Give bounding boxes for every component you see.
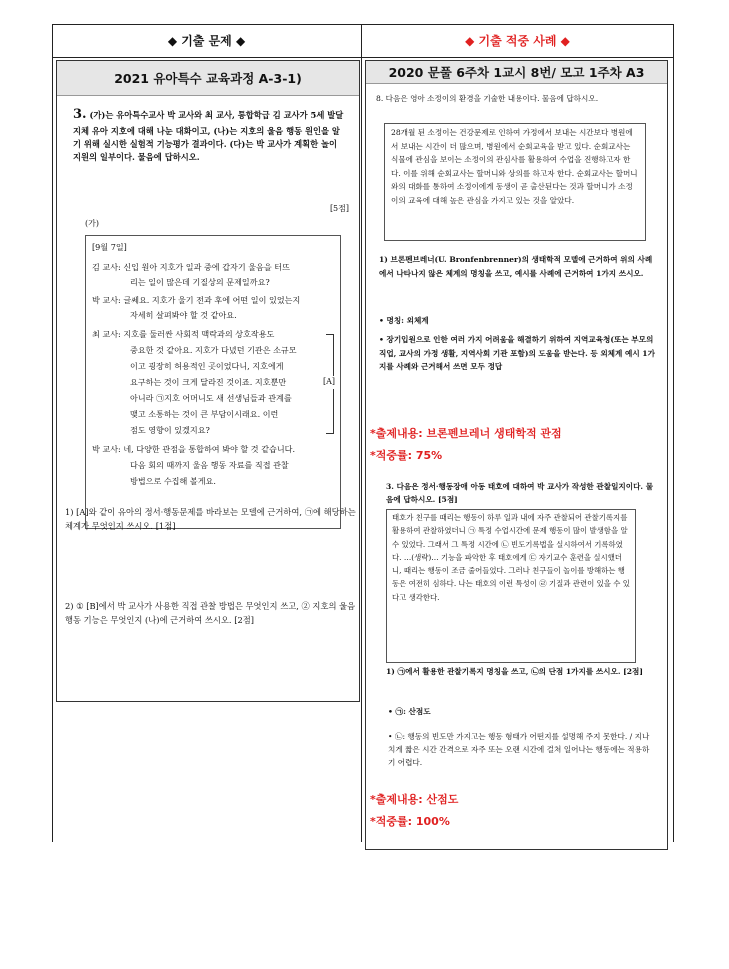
- question-3-intro: [73, 105, 345, 164]
- q3-observation-box: 태호가 친구를 때리는 행동이 하루 일과 내에 자주 관찰되어 관찰기록지를 활용하여 관찰하였더니 ㉠ 특정 수업시간에 문제 행동이 많이 발생함을 알 수 있었다. 그래서 그 특정 시간에 ㉡ 빈도기록법을 실시하여서 기록하였다. …(생략)… 기능을 파악한 후 태호에게 ㉢ 자기교수 훈련을 실시했더니, 때리는 행동이 조금 줄어들었다. 그러나 친구들이 놀이를 방해하는 행동은 여전히 심하다. 나는 태호의 이런 특성이 ㉣ 기질과 관련이 있을 수 있다고 생각한다.: [386, 509, 636, 663]
- dialog-line: 박 교사: 글쎄요. 지호가 울기 전과 후에 어떤 일이 있었는지: [92, 295, 301, 305]
- dialog-line: 방법으로 수집해 볼게요.: [130, 476, 216, 486]
- result-1-rate: *적중률: 75%: [370, 449, 443, 462]
- question-number: 3.: [73, 107, 87, 122]
- header-left: ◆ 기출 문제 ◆: [167, 34, 246, 48]
- table-header-divider: [52, 57, 674, 58]
- question-1: 1) [A]와 같이 유아의 정서·행동문제를 바라보는 모델에 근거하여, ㉠에 해당하는 체계가 무엇인지 쓰시오. [1점]: [65, 507, 356, 532]
- exam-question-panel: [56, 60, 360, 702]
- q8-question-1: 1) 브론펜브레너(U. Bronfenbrenner)의 생태학적 모델에 근거하여 위의 사례에서 나타나지 않은 체계의 명칭을 쓰고, 예시를 사례에 근거하여 1가지 쓰시오.: [379, 255, 653, 278]
- dialog-line: 리는 일이 많은데 기질상의 문제일까요?: [130, 277, 270, 287]
- q3-intro: 3. 다음은 정서·행동장애 아동 태호에 대하여 박 교사가 작성한 관찰일지이다. 물음에 답하시오. [5점]: [386, 482, 654, 504]
- result-2-content: *출제내용: 산점도: [370, 793, 459, 806]
- hit-case-panel: [365, 60, 668, 850]
- dialog-date: [9월 7일]: [92, 242, 127, 252]
- bracket-a-label: [A]: [323, 376, 335, 389]
- dialog-line: 다음 회의 때까지 울음 행동 자료를 직접 관찰: [130, 460, 289, 470]
- header-right: ◆ 기출 적중 사례 ◆: [465, 34, 570, 48]
- hit-case-title: 2020 문풀 6주차 1교시 8번/ 모고 1주차 A3: [366, 61, 667, 84]
- q8-intro: 8. 다음은 영아 소정이의 환경을 기술한 내용이다. 물음에 답하시오.: [376, 94, 599, 103]
- result-2-rate: *적중률: 100%: [370, 815, 450, 828]
- dialog-line: 이고 굉장히 허용적인 곳이었다니, 지호에게: [130, 361, 284, 371]
- q8-answer-name: • 명칭: 외체계: [379, 316, 429, 325]
- table-center-divider: [361, 24, 362, 842]
- table-right-border: [673, 24, 674, 842]
- question-points: [5점]: [329, 204, 349, 213]
- dialog-line: 중요한 것 같아요. 지호가 다녔던 기관은 소규모: [130, 345, 297, 355]
- exam-question-title: 2021 유아특수 교육과정 A-3-1): [57, 61, 359, 96]
- dialog-box: [85, 235, 341, 529]
- dialog-line: 자세히 살펴봐야 할 것 같아요.: [130, 310, 237, 320]
- question-2: 2) ① [B]에서 박 교사가 사용한 직접 관찰 방법은 무엇인지 쓰고, ② 지호의 울음 행동 기능은 무엇인지 (나)에 근거하여 쓰시오. [2점]: [65, 601, 356, 626]
- dialog-line: 김 교사: 신입 원아 지호가 일과 중에 갑자기 울음을 터뜨: [92, 262, 290, 272]
- dialog-line: 요구하는 것이 크게 달라진 것이죠. 지호뿐만: [130, 377, 287, 387]
- q8-answer-example: • 장기입원으로 인한 여러 가지 어려움을 해결하기 위하여 지역교육청(또는 부모의 직업, 교사의 가정 생활, 지역사회 기관 포함)의 도움을 받는다. 등 외체계 예시 1가지를 사례와 근거해서 쓰면 모두 정답: [379, 335, 655, 372]
- q3-question-1: 1) ㉠에서 활용한 관찰기록지 명칭을 쓰고, ㉡의 단점 1가지를 쓰시오. [2점]: [386, 667, 643, 676]
- q3-answer-2: • ㉡: 행동의 빈도만 가지고는 행동 형태가 어떤지를 설명해 주지 못한다. / 지나치게 짧은 시간 간격으로 자주 또는 오랜 시간에 걸쳐 일어나는 행동에는 적용하기 어렵다.: [388, 732, 650, 767]
- dialog-line: 박 교사: 네, 다양한 관점을 통합하여 봐야 할 것 같습니다.: [92, 444, 296, 454]
- dialog-line: 아니라 ㉠지호 어머니도 새 선생님들과 관계를: [130, 393, 292, 403]
- q3-answer-1: • ㉠: 산점도: [388, 707, 431, 716]
- sub-label-ga: (가): [85, 219, 99, 228]
- question-3-text: (가)는 유아특수교사 박 교사와 최 교사, 통합학급 김 교사가 5세 발달지체 유아 지호에 대해 나눈 대화이고, (나)는 지호의 울음 행동 원인을 알기 위해 실시한 실험적 기능평가 결과이다. (다)는 박 교사가 계획한 놀이 지원의 일부이다. 물음에 답하시오.: [73, 110, 344, 163]
- result-1-content: *출제내용: 브론펜브레너 생태학적 관점: [370, 427, 562, 440]
- dialog-line: 맺고 소통하는 것이 큰 부담이시래요. 이런: [130, 409, 279, 419]
- dialog-line: 최 교사: 지호를 둘러싼 사회적 맥락과의 상호작용도: [92, 329, 275, 339]
- table-left-border: [52, 24, 53, 842]
- dialog-line: 점도 영향이 있겠지요?: [130, 425, 210, 435]
- comparison-table: [52, 24, 674, 842]
- q8-case-box: 28개월 된 소정이는 건강문제로 인하여 가정에서 보내는 시간보다 병원에서 보내는 시간이 더 많으며, 병원에서 순회교육을 받고 있다. 순회교사는 식물에 관심을 보이는 소정이의 관심사를 활용하여 수업을 진행하고자 한다. 이를 위해 순회교사는 할머니와 상의를 하고자 한다. 순회교사는 할머니와의 대화를 통하여 소정이에게 동생이 곧 출산된다는 것과 할머니가 소정이의 교육에 대해 높은 관심을 가지고 있는 것을 알았다.: [384, 123, 646, 241]
